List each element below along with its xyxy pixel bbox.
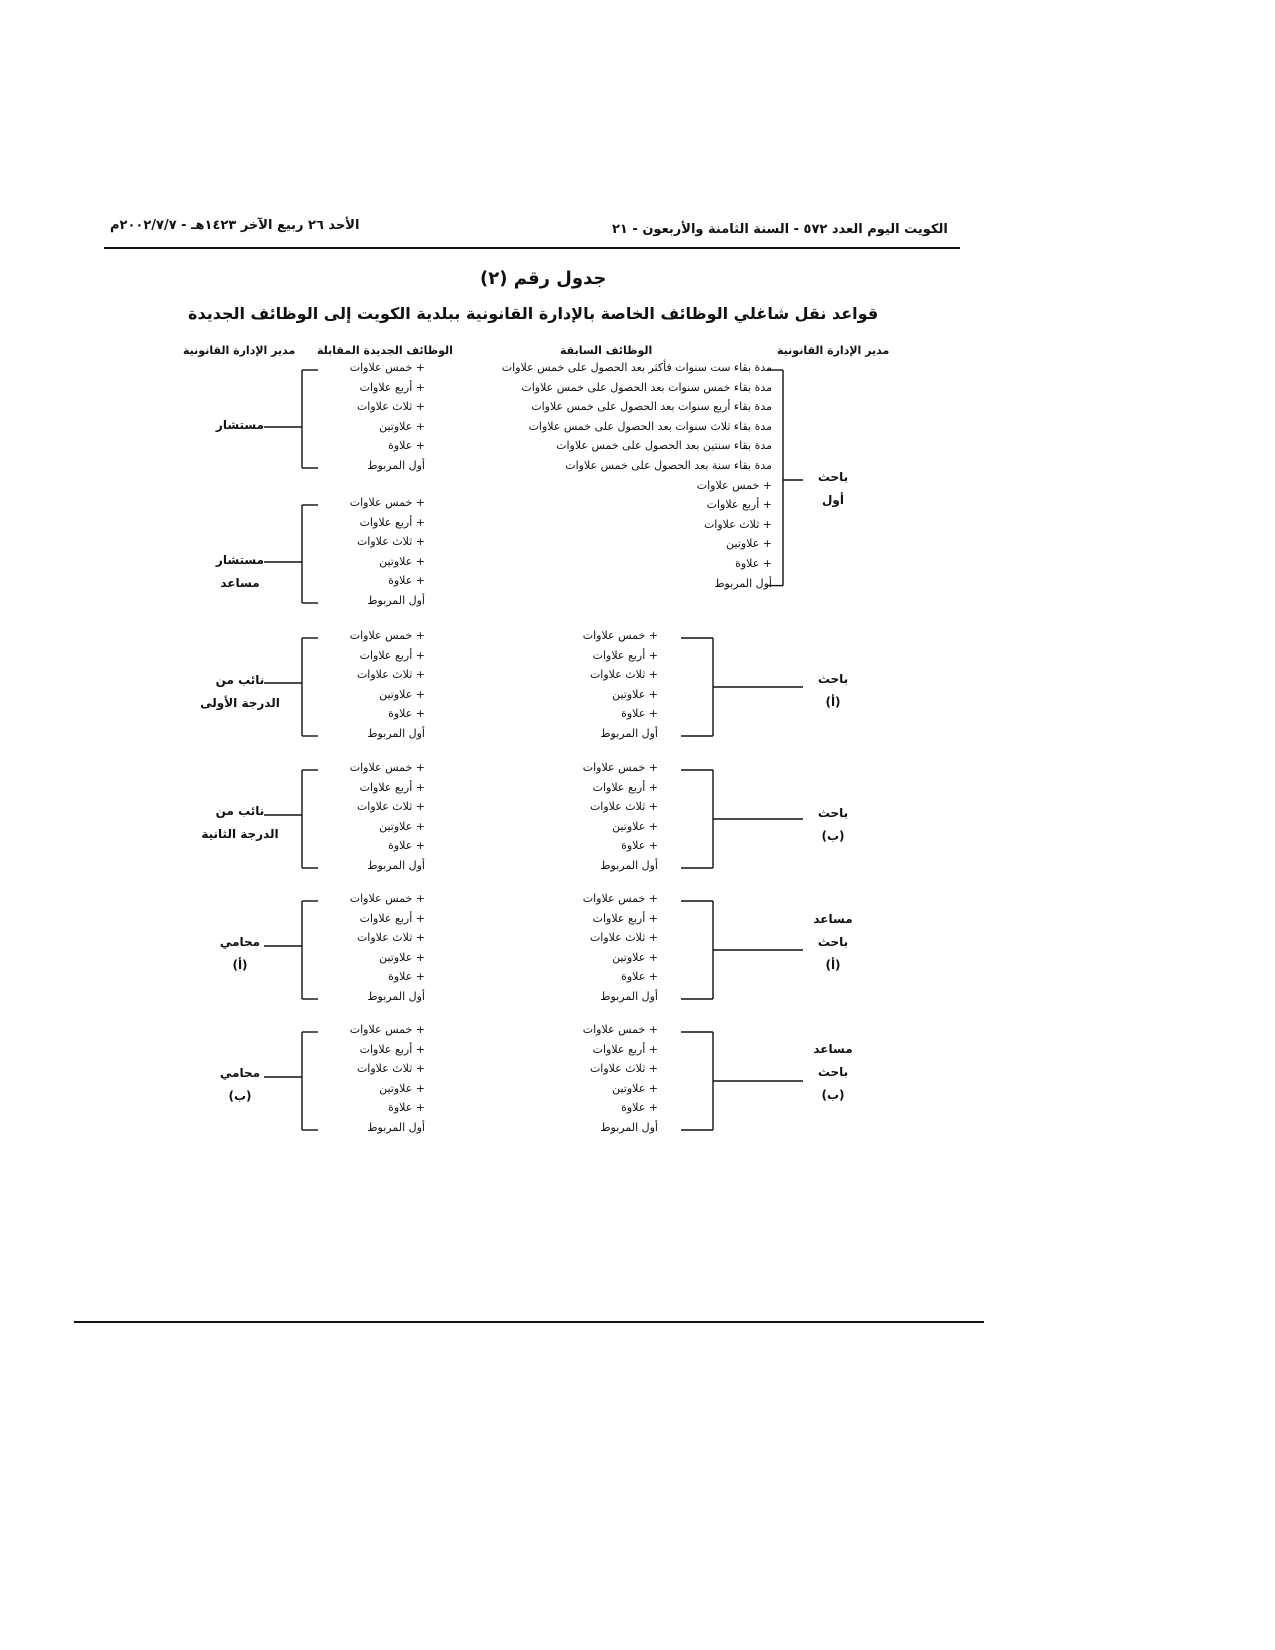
old-job-label: مساعد [813,1042,853,1056]
old-job-item: مدة بقاء ست سنوات فأكثر بعد الحصول على خمس علاوات [501,361,772,374]
new-job-item: + خمس علاوات [349,1023,425,1036]
old-job-item: + أربع علاوات [592,648,658,662]
new-job-item: + أربع علاوات [359,515,425,529]
new-job-item: + علاوتين [379,554,425,568]
old-job-item: + خمس علاوات [582,892,658,905]
new-job-item: + أربع علاوات [359,648,425,662]
old-job-item: مدة بقاء سنتين بعد الحصول على خمس علاوات [556,439,772,453]
old-job-item: + علاوتين [612,1081,658,1095]
new-job-item: + علاوة [388,1101,425,1115]
new-job-label: نائب من [215,673,265,687]
new-job-label: محامي [219,935,261,949]
new-job-item: + علاوة [388,439,425,453]
old-job-item: + علاوتين [612,950,658,964]
old-job-item: + علاوة [621,839,658,853]
new-job-item: + علاوة [388,574,425,588]
new-job-item: + أربع علاوات [359,380,425,394]
new-job-item: أول المربوط [367,459,425,472]
header-date: الأحد ٢٦ ربيع الآخر ١٤٢٣هـ - ٢٠٠٢/٧/٧م [110,218,360,233]
old-job-item: + ثلاث علاوات [589,668,658,682]
old-job-item: + أربع علاوات [592,1042,658,1056]
new-job-item: + علاوة [388,839,425,853]
table-title: جدول رقم (٢) [480,268,607,289]
old-job-item: أول المربوط [600,859,658,872]
old-job-item: + علاوة [621,707,658,721]
column-new-jobs: الوظائف الجديدة المقابلة [317,344,453,357]
old-job-label: مساعد [813,912,853,926]
old-job-item: + خمس علاوات [582,761,658,774]
old-job-item: + أربع علاوات [706,498,772,512]
new-job-item: أول المربوط [367,859,425,872]
new-job-item: + خمس علاوات [349,496,425,509]
new-job-item: + علاوتين [379,687,425,701]
old-job-item: + علاوة [621,970,658,984]
old-job-label: باحث [817,470,849,484]
old-job-label: باحث [817,935,849,949]
old-job-label: (ب) [821,1088,845,1102]
new-job-item: أول المربوط [367,990,425,1003]
new-job-item: + أربع علاوات [359,911,425,925]
footer-rule [74,1321,984,1323]
new-job-item: + خمس علاوات [349,892,425,905]
old-job-item: + علاوة [621,1101,658,1115]
old-job-label: (أ) [825,695,841,709]
old-job-label: (أ) [825,958,841,972]
old-job-item: مدة بقاء خمس سنوات بعد الحصول على خمس علاوات [521,380,772,394]
column-old-dept: مدير الإدارة القانونية [777,344,890,357]
old-job-item: مدة بقاء ثلاث سنوات بعد الحصول على خمس علاوات [528,419,772,433]
old-job-item: + علاوة [735,557,772,570]
new-job-item: + ثلاث علاوات [356,400,425,414]
old-job-label: باحث [817,672,849,686]
new-job-item: + علاوتين [379,419,425,433]
new-job-label: مساعد [220,576,260,590]
new-job-label: (أ) [232,958,248,972]
old-job-item: مدة بقاء أربع سنوات بعد الحصول على خمس علاوات [531,400,772,414]
old-job-label: باحث [817,1065,849,1079]
new-job-label: نائب من [215,804,265,818]
new-job-item: أول المربوط [367,1121,425,1134]
new-job-item: + علاوة [388,707,425,721]
new-job-label: الدرجة الأولى [200,696,280,710]
old-job-item: + علاوتين [612,687,658,701]
new-job-item: + خمس علاوات [349,761,425,774]
old-job-item: أول المربوط [600,727,658,740]
old-job-item: + أربع علاوات [592,780,658,794]
new-job-item: + ثلاث علاوات [356,931,425,945]
new-job-label: مستشار [215,553,265,567]
old-job-label: أول [822,493,844,507]
new-job-item: + أربع علاوات [359,1042,425,1056]
new-job-item: + علاوة [388,970,425,984]
new-job-item: + ثلاث علاوات [356,1062,425,1076]
column-old-jobs: الوظائف السابقة [560,344,653,357]
new-job-item: + ثلاث علاوات [356,535,425,549]
old-job-item: + ثلاث علاوات [589,1062,658,1076]
old-job-item: + علاوتين [612,819,658,833]
new-job-item: + أربع علاوات [359,780,425,794]
header-issue: الكويت اليوم العدد ٥٧٢ - السنة الثامنة والأربعون - ٢١ [612,222,948,237]
old-job-item: + علاوتين [726,537,772,551]
new-job-item: + علاوتين [379,950,425,964]
old-job-item: أول المربوط [714,576,772,590]
new-job-label: محامي [219,1066,261,1080]
old-job-label: (ب) [821,829,845,843]
old-job-label: باحث [817,806,849,820]
old-job-item: مدة بقاء سنة بعد الحصول على خمس علاوات [565,459,772,472]
new-job-label: الدرجة الثانية [201,827,279,841]
new-job-item: + ثلاث علاوات [356,668,425,682]
old-job-item: + ثلاث علاوات [589,800,658,814]
new-job-item: + ثلاث علاوات [356,800,425,814]
old-job-item: أول المربوط [600,1121,658,1134]
old-job-item: + ثلاث علاوات [703,517,772,531]
old-job-item: + خمس علاوات [582,1023,658,1036]
table-subtitle: قواعد نقل شاغلي الوظائف الخاصة بالإدارة القانونية ببلدية الكويت إلى الوظائف الجديدة [188,304,879,323]
old-job-item: + أربع علاوات [592,911,658,925]
old-job-item: أول المربوط [600,990,658,1003]
new-job-item: أول المربوط [367,594,425,607]
new-job-label: مستشار [215,418,265,432]
old-job-item: + خمس علاوات [582,629,658,642]
new-job-item: + خمس علاوات [349,361,425,374]
new-job-label: (ب) [228,1089,252,1103]
old-job-item: + خمس علاوات [696,478,772,492]
new-job-item: + علاوتين [379,1081,425,1095]
old-job-item: + ثلاث علاوات [589,931,658,945]
new-job-item: + خمس علاوات [349,629,425,642]
new-job-item: + علاوتين [379,819,425,833]
column-new-dept: مدير الإدارة القانونية [183,344,296,357]
new-job-item: أول المربوط [367,727,425,740]
